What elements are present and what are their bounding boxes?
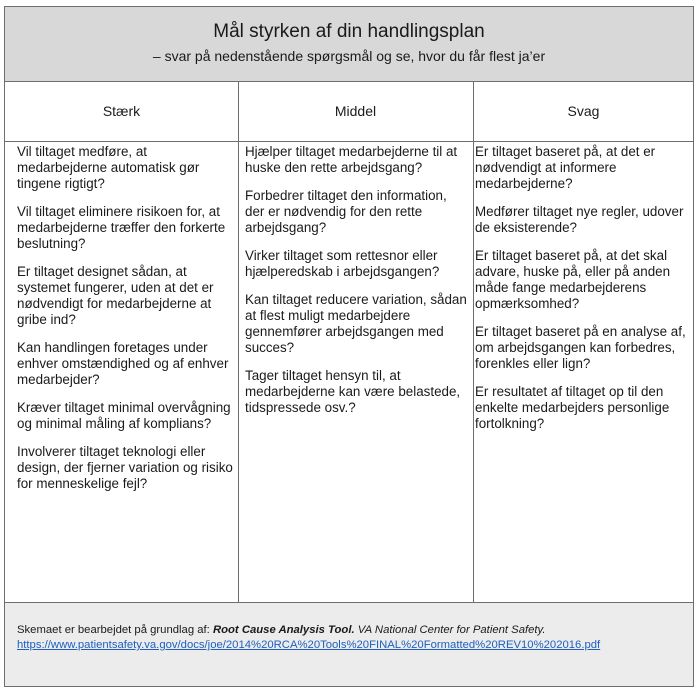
source-prefix: Skemaet er bearbejdet på grundlag af:	[17, 624, 213, 636]
strong-question: Vil tiltaget eliminere risikoen for, at medarbejderne træffer den forkerte beslutning?	[17, 204, 226, 251]
source-link[interactable]: https://www.patientsafety.va.gov/docs/joe/2014%20RCA%20Tools%20FINAL%20Formatted%20REV10%202016.pdf	[17, 639, 601, 651]
strong-questions-column	[17, 144, 233, 504]
source-footer	[5, 602, 693, 686]
action-plan-strength-table	[4, 6, 694, 687]
column-header-row	[5, 82, 693, 142]
weak-question: Er tiltaget baseret på, at det skal advare, huske på, eller på anden måde fange medarbejderens opmærksomhed?	[475, 248, 671, 311]
middle-question: Forbedrer tiltaget den information, der er nødvendig for den rette arbejdsgang?	[245, 188, 447, 235]
column-header-strong: Stærk	[102, 103, 141, 119]
page-subtitle: – svar på nedenstående spørgsmål og se, hvor du får flest ja’er	[152, 48, 546, 64]
questions-row	[5, 142, 693, 602]
weak-question: Medfører tiltaget nye regler, udover de eksisterende?	[475, 204, 684, 235]
weak-question: Er tiltaget baseret på en analyse af, om arbejdsgangen kan forbedres, forenkles eller lign?	[475, 324, 686, 371]
middle-question: Virker tiltaget som rettesnor eller hjælperedskab i arbejdsgangen?	[245, 248, 440, 279]
table-header	[5, 7, 693, 82]
strong-question: Kræver tiltaget minimal overvågning og minimal måling af komplians?	[17, 400, 231, 431]
weak-question: Er resultatet af tiltaget op til den enkelte medarbejders personlige fortolkning?	[475, 384, 670, 431]
weak-question: Er tiltaget baseret på, at det er nødvendigt at informere medarbejderne?	[475, 144, 656, 191]
weak-questions-column	[475, 144, 691, 444]
column-header-weak: Svag	[567, 103, 600, 119]
strong-question: Involverer tiltaget teknologi eller design, der fjerner variation og risiko for menneskelige fejl?	[17, 444, 233, 491]
source-citation	[17, 623, 546, 637]
strong-question: Kan handlingen foretages under enhver omstændighed og af enhver medarbejder?	[17, 340, 229, 387]
source-title: Root Cause Analysis Tool.	[212, 624, 355, 636]
strong-question: Vil tiltaget medføre, at medarbejderne automatisk gør tingene rigtigt?	[17, 144, 200, 191]
strong-question: Er tiltaget designet sådan, at systemet fungerer, uden at det er nødvendigt for medarbejderne at gribe ind?	[17, 264, 214, 327]
column-header-middle: Middel	[334, 103, 377, 119]
middle-question: Hjælper tiltaget medarbejderne til at huske den rette arbejdsgang?	[245, 144, 458, 175]
middle-questions-column	[245, 144, 469, 428]
source-organization: VA National Center for Patient Safety.	[354, 624, 546, 636]
middle-question: Tager tiltaget hensyn til, at medarbejderne kan være belastede, tidspressede osv.?	[245, 368, 461, 415]
middle-question: Kan tiltaget reducere variation, sådan at flest muligt medarbejdere gennemfører arbejdsgangen med succes?	[245, 292, 467, 355]
page-title: Mål styrken af din handlingsplan	[213, 21, 485, 42]
